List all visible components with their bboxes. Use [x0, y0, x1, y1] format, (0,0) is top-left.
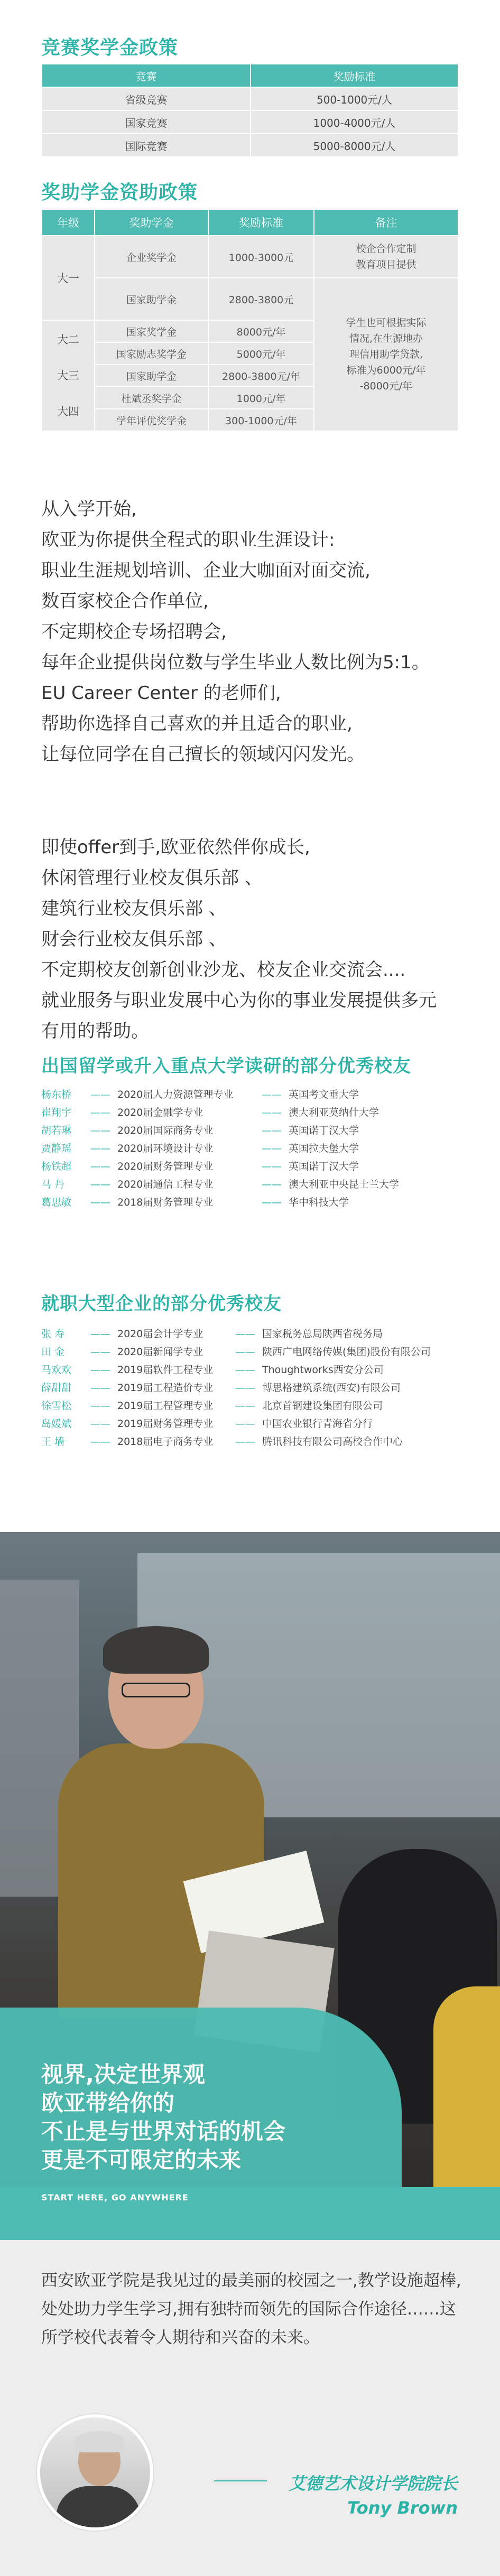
table-header: 奖励标准: [251, 64, 458, 87]
table-header: 年级: [42, 209, 95, 236]
dash-separator: ——: [90, 1179, 110, 1190]
alumni-major: 2019届工程管理专业: [117, 1400, 214, 1412]
dash-separator: ——: [235, 1400, 255, 1412]
slogan-line: 更是不可限定的未来: [41, 2147, 242, 2173]
alumni-employer: Thoughtworks西安分公司: [262, 1364, 384, 1376]
alumni-destination: 澳大利亚中央昆士兰大学: [289, 1179, 400, 1190]
table-cell: 学年评优奖学金: [95, 409, 208, 431]
alumni-major: 2020届新闻学专业: [117, 1346, 203, 1358]
table-cell: 300-1000元/年: [208, 409, 314, 431]
list-item: [41, 1433, 480, 1451]
list-item: [41, 1397, 480, 1415]
table-header: 奖励标准: [208, 209, 314, 236]
grade-label: 大四: [57, 405, 79, 418]
dash-separator: ——: [90, 1436, 110, 1448]
slogan-line: 欧亚带给你的: [41, 2090, 175, 2116]
dash-separator: ——: [90, 1107, 110, 1118]
alumni-major: 2019届工程造价专业: [117, 1382, 214, 1394]
list-item: [41, 1361, 480, 1379]
slogan-line: 不止是与世界对话的机会: [41, 2118, 286, 2144]
alumni-name: 杨铁超: [41, 1161, 72, 1172]
paragraph-line: 就业服务与职业发展中心为你的事业发展提供多元: [41, 990, 437, 1011]
paragraph-line: 建筑行业校友俱乐部 、: [41, 898, 227, 919]
table-row: [42, 110, 458, 134]
table-cell: 国家励志奖学金: [95, 342, 208, 365]
alumni-destination: 华中科技大学: [289, 1197, 349, 1208]
paragraph-line: 不定期校企专场招聘会,: [41, 621, 227, 642]
alumni-employer: 北京首钢建设集团有限公司: [262, 1400, 383, 1412]
table-header: 备注: [314, 209, 458, 236]
dash-separator: ——: [262, 1125, 282, 1136]
section-title-study-abroad-alumni: 出国留学或升入重点大学读研的部分优秀校友: [41, 1056, 411, 1077]
grade-label: 大三: [57, 369, 79, 382]
paragraph-line: 欧亚为你提供全程式的职业生涯设计:: [41, 529, 335, 550]
paragraph-line: 有用的帮助。: [41, 1021, 149, 1042]
avatar: [37, 2414, 153, 2531]
dash-separator: ——: [90, 1161, 110, 1172]
alumni-major: 2020届人力资源管理专业: [117, 1089, 234, 1100]
table-cell: 1000-4000元/人: [251, 110, 458, 134]
list-item: [41, 1122, 480, 1140]
alumni-major: 2019届财务管理专业: [117, 1418, 214, 1430]
alumni-destination: 英国诺丁汉大学: [289, 1125, 359, 1136]
dash-separator: ——: [90, 1143, 110, 1154]
teacher-glasses: [122, 1683, 190, 1697]
table-cell: 5000元/年: [208, 342, 314, 365]
dash-separator: ——: [90, 1364, 110, 1376]
dash-separator: ——: [90, 1089, 110, 1100]
dash-separator: ——: [235, 1346, 255, 1358]
alumni-destination: 澳大利亚莫纳什大学: [289, 1107, 379, 1118]
alumni-employer: 博思格建筑系统(西安)有限公司: [262, 1382, 401, 1394]
table-cell: 500-1000元/人: [251, 87, 458, 110]
alumni-major: 2018届财务管理专业: [117, 1197, 214, 1208]
alumni-major: 2019届软件工程专业: [117, 1364, 214, 1376]
dash-separator: ——: [90, 1125, 110, 1136]
table-cell: 国家助学金: [95, 278, 208, 320]
alumni-name: 马欢欢: [41, 1364, 72, 1376]
table-cell: 1000-3000元: [208, 236, 314, 278]
table-cell: 国际竞赛: [42, 134, 251, 157]
dash-separator: ——: [90, 1382, 110, 1394]
alumni-major: 2020届会计学专业: [117, 1328, 203, 1340]
alumni-major: 2020届财务管理专业: [117, 1161, 214, 1172]
alumni-destination: 英国诺丁汉大学: [289, 1161, 359, 1172]
alumni-name: 葛思敏: [41, 1197, 72, 1208]
note-cell: 校企合作定制 教育项目提供: [314, 236, 458, 278]
paragraph-line: 即使offer到手,欧亚依然伴你成长,: [41, 837, 310, 858]
grade-cell: [42, 320, 95, 431]
dash-separator: ——: [90, 1346, 110, 1358]
alumni-employer: 中国农业银行青海省分行: [262, 1418, 373, 1430]
list-item: [41, 1086, 480, 1104]
alumni-employer: 国家税务总局陕西省税务局: [262, 1328, 383, 1340]
slogan-card: [0, 2008, 500, 2576]
list-item: [41, 1415, 480, 1433]
table-cell: 国家奖学金: [95, 320, 208, 342]
signature-divider: [214, 2480, 267, 2481]
dash-separator: ——: [235, 1364, 255, 1376]
table-cell: 5000-8000元/人: [251, 134, 458, 157]
table-row: [42, 134, 458, 157]
table-header-row: [42, 64, 458, 87]
alumni-major: 2020届环境设计专业: [117, 1143, 214, 1154]
slogan-english: START HERE, GO ANYWHERE: [41, 2192, 189, 2202]
table-row: [42, 87, 458, 110]
alumni-name: 田 金: [41, 1346, 65, 1358]
paragraph-line: EU Career Center 的老师们,: [41, 683, 281, 704]
list-item: [41, 1325, 480, 1343]
alumni-major: 2020届通信工程专业: [117, 1179, 214, 1190]
alumni-name: 徐雪松: [41, 1400, 72, 1412]
list-item: [41, 1343, 480, 1361]
avatar-body: [56, 2486, 141, 2531]
alumni-name: 岛媛斌: [41, 1418, 72, 1430]
table-cell: 企业奖学金: [95, 236, 208, 278]
paragraph-line: 不定期校友创新创业沙龙、校友企业交流会....: [41, 959, 406, 981]
alumni-major: 2020届金融学专业: [117, 1107, 203, 1118]
quote-author-name: Tony Brown: [347, 2498, 458, 2518]
grade-label: 大二: [57, 333, 79, 346]
paragraph-line: 让每位同学在自己擅长的领域闪闪发光。: [41, 744, 365, 765]
alumni-destination: 英国拉夫堡大学: [289, 1143, 359, 1154]
table-row: [42, 278, 458, 320]
grade-cell: 大一: [42, 236, 95, 320]
alumni-destination: 英国考文垂大学: [289, 1089, 359, 1100]
dash-separator: ——: [90, 1197, 110, 1208]
alumni-name: 贾静瑶: [41, 1143, 72, 1154]
table-row: [42, 236, 458, 278]
alumni-name: 张 寿: [41, 1328, 65, 1340]
alumni-paragraph: [41, 832, 464, 1047]
section-title-employed-alumni: 就职大型企业的部分优秀校友: [41, 1293, 282, 1314]
quote-author-title: 艾德艺术设计学院院长: [288, 2474, 458, 2494]
dash-separator: ——: [90, 1328, 110, 1340]
dash-separator: ——: [262, 1089, 282, 1100]
paragraph-line: 职业生涯规划培训、企业大咖面对面交流,: [41, 560, 371, 581]
table-cell: 2800-3800元/年: [208, 365, 314, 387]
alumni-name: 崔翔宇: [41, 1107, 72, 1118]
list-item: [41, 1379, 480, 1397]
dash-separator: ——: [235, 1418, 255, 1430]
dash-separator: ——: [90, 1418, 110, 1430]
competition-scholarship-table: [41, 63, 459, 157]
table-cell: 1000元/年: [208, 387, 314, 409]
table-header: 奖助学金: [95, 209, 208, 236]
dash-separator: ——: [262, 1179, 282, 1190]
list-item: [41, 1140, 480, 1158]
alumni-employer: 陕西广电网络传媒(集团)股份有限公司: [262, 1346, 431, 1358]
alumni-major: 2018届电子商务专业: [117, 1436, 214, 1448]
employed-alumni-list: [41, 1325, 480, 1451]
alumni-name: 王 墙: [41, 1436, 65, 1448]
paragraph-line: 帮助你选择自己喜欢的并且适合的职业,: [41, 713, 353, 734]
avatar-hair: [74, 2431, 125, 2452]
quote-text: 西安欧亚学院是我见过的最美丽的校园之一,教学设施超棒,处处助力学生学习,拥有独特而领先的国际合作途径……这所学校代表着令人期待和兴奋的未来。: [41, 2271, 461, 2347]
career-paragraph: [41, 494, 464, 770]
paragraph-line: 财会行业校友俱乐部 、: [41, 929, 227, 950]
table-cell: 国家助学金: [95, 365, 208, 387]
dash-separator: ——: [262, 1197, 282, 1208]
alumni-major: 2020届国际商务专业: [117, 1125, 214, 1136]
list-item: [41, 1193, 480, 1211]
dash-separator: ——: [262, 1161, 282, 1172]
dash-separator: ——: [235, 1328, 255, 1340]
table-cell: 杜斌丞奖学金: [95, 387, 208, 409]
study-abroad-alumni-list: [41, 1086, 480, 1211]
paragraph-line: 每年企业提供岗位数与学生毕业人数比例为5:1。: [41, 652, 430, 673]
dash-separator: ——: [235, 1436, 255, 1448]
slogan-line: 视界,决定世界观: [41, 2061, 205, 2087]
paragraph-line: 休闲管理行业校友俱乐部 、: [41, 867, 263, 889]
table-cell: 国家竞赛: [42, 110, 251, 134]
financial-aid-table: [41, 209, 459, 432]
table-header: 竞赛: [42, 64, 251, 87]
teacher-hair: [103, 1626, 209, 1674]
paragraph-line: 从入学开始,: [41, 499, 137, 520]
table-header-row: [42, 209, 458, 236]
section-title-competition-scholarship: 竞赛奖学金政策: [41, 37, 179, 59]
dash-separator: ——: [90, 1400, 110, 1412]
list-item: [41, 1104, 480, 1122]
dash-separator: ——: [262, 1143, 282, 1154]
list-item: [41, 1175, 480, 1193]
section-title-financial-aid: 奖助学金资助政策: [41, 182, 198, 203]
dash-separator: ——: [262, 1107, 282, 1118]
alumni-name: 杨东桥: [41, 1089, 72, 1100]
paragraph-line: 数百家校企合作单位,: [41, 591, 209, 612]
alumni-employer: 腾讯科技有限公司高校合作中心: [262, 1436, 403, 1448]
alumni-name: 胡若琳: [41, 1125, 72, 1136]
alumni-name: 薛甜甜: [41, 1382, 72, 1394]
slogan-text: [41, 2060, 285, 2174]
table-cell: 2800-3800元: [208, 278, 314, 320]
table-cell: 省级竞赛: [42, 87, 251, 110]
list-item: [41, 1158, 480, 1175]
table-cell: 8000元/年: [208, 320, 314, 342]
alumni-name: 马 丹: [41, 1179, 65, 1190]
dash-separator: ——: [235, 1382, 255, 1394]
note-cell: 学生也可根据实际 情况,在生源地办 理信用助学贷款, 标准为6000元/年 -8000元/年: [314, 278, 458, 431]
